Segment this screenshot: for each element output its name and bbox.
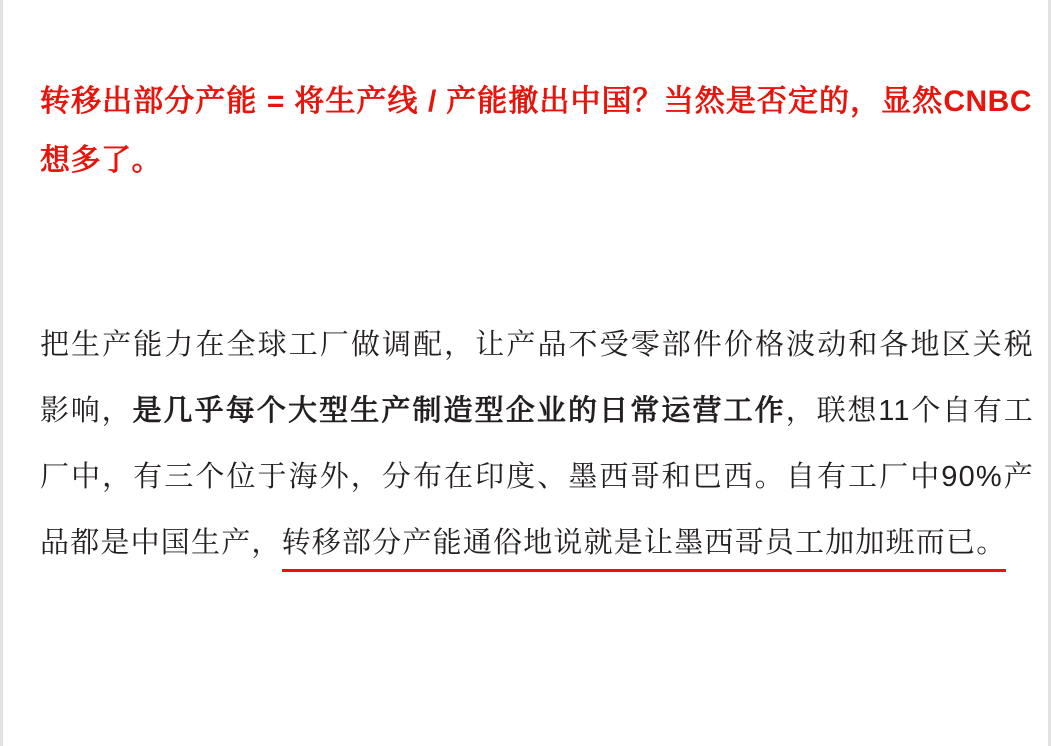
headline-text: 转移出部分产能 = 将生产线 / 产能撤出中国？当然是否定的，显然CNBC想多了。 <box>40 85 1032 177</box>
document-content <box>40 0 1036 746</box>
paragraph-segment-plain-2: ，联想11个自有工厂中，有三个位于海外，分布在印度、墨西哥和巴西。自有工厂中90%产品都是中国生产， <box>40 395 1034 559</box>
paragraph-segment-underlined: 转移部分产能通俗地说就是让墨西哥员工加加班而已。 <box>282 527 1007 572</box>
paragraph-segment-bold: 是几乎每个大型生产制造型企业的日常运营工作 <box>132 395 786 427</box>
left-edge-divider <box>0 0 3 746</box>
body-paragraph <box>40 312 1034 576</box>
paragraph-segment-plain-1: 把生产能力在全球工厂做调配，让产品不受零部件价格波动和各地区关税影响， <box>40 329 1034 427</box>
